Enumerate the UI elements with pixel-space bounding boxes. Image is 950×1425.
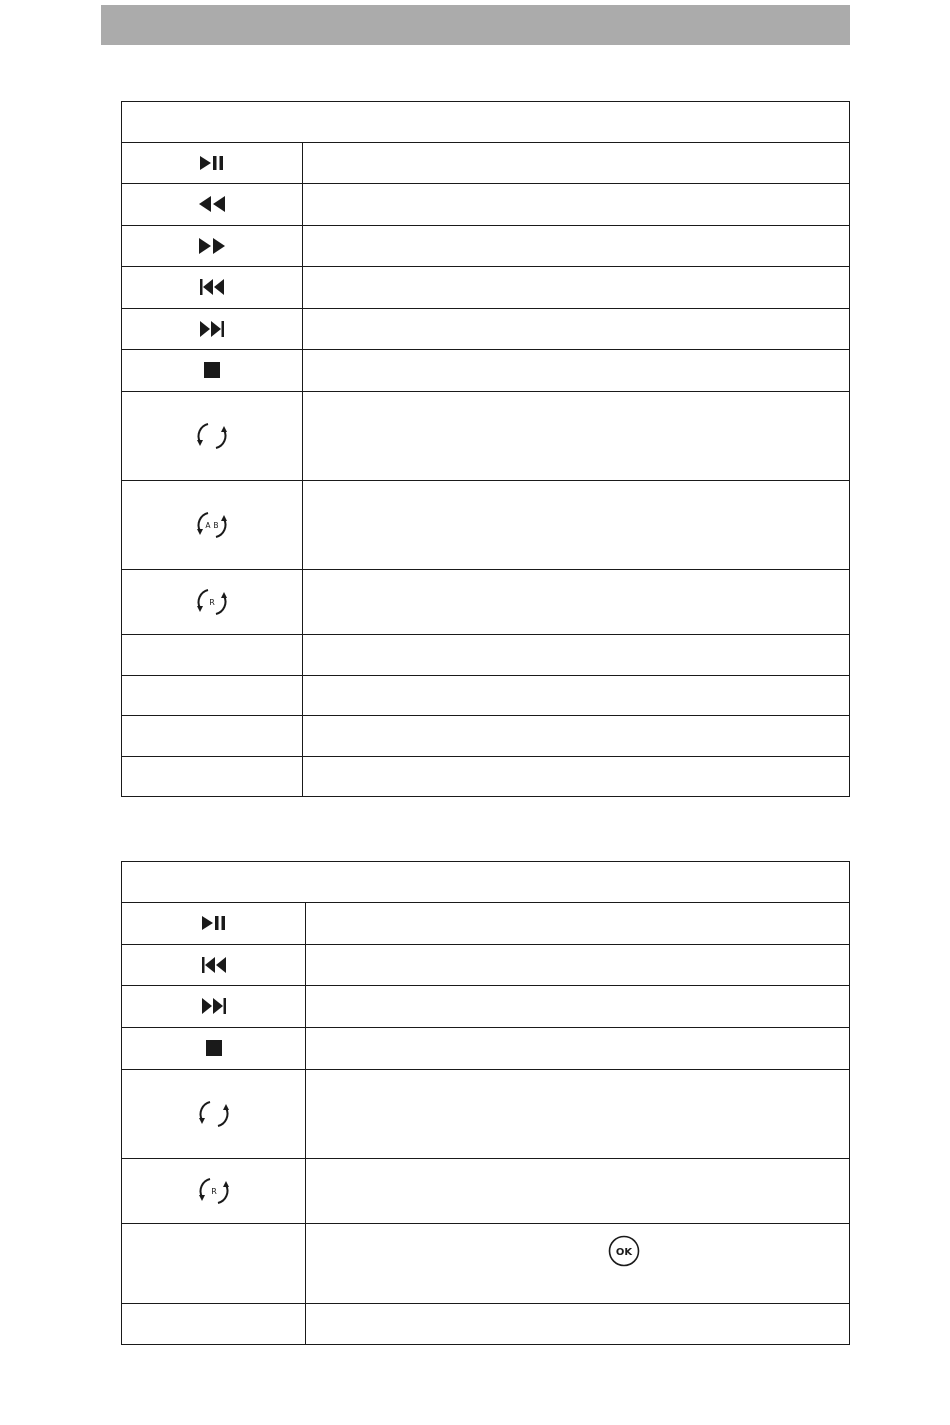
controls-table-1 (121, 101, 850, 797)
table-row (122, 570, 850, 635)
table-row (122, 1028, 850, 1070)
ok-label: OK (615, 1247, 633, 1258)
row-description (306, 903, 850, 945)
row-label (122, 676, 303, 716)
table-row (122, 676, 850, 716)
table-1-title (122, 102, 850, 143)
row-description (303, 184, 850, 226)
table-row (122, 1159, 850, 1224)
stop-icon (206, 1040, 222, 1056)
row-description (303, 267, 850, 309)
row-label (122, 757, 303, 797)
row-description (303, 481, 850, 570)
repeat-icon (196, 420, 228, 452)
row-description (306, 945, 850, 986)
skip-previous-icon (201, 956, 227, 974)
row-description (306, 1070, 850, 1159)
table-row (122, 226, 850, 267)
repeat-icon (198, 1098, 230, 1130)
play-pause-icon (199, 155, 225, 171)
table-row (122, 986, 850, 1028)
stop-icon (204, 362, 220, 378)
repeat-ab-icon (196, 509, 228, 541)
table-row (122, 1304, 850, 1345)
table-2-title (122, 862, 850, 903)
table-row (122, 143, 850, 184)
row-description (303, 309, 850, 350)
row-description (303, 635, 850, 676)
rewind-icon (198, 195, 226, 213)
table-row (122, 903, 850, 945)
row-description (306, 986, 850, 1028)
row-description (306, 1304, 850, 1345)
table-row (122, 945, 850, 986)
table-row (122, 184, 850, 226)
fast-forward-icon (198, 237, 226, 255)
row-description (303, 392, 850, 481)
random-icon (196, 586, 228, 618)
row-label (122, 716, 303, 757)
row-description (303, 350, 850, 392)
ok-button-icon (608, 1235, 640, 1267)
table-row (122, 1070, 850, 1159)
row-description (303, 716, 850, 757)
row-label (122, 1224, 306, 1304)
table-row (122, 481, 850, 570)
random-label: R (210, 1187, 217, 1196)
repeat-ab-label-b: B (213, 521, 219, 530)
skip-next-icon (201, 997, 227, 1015)
header-bar (101, 5, 850, 45)
play-pause-icon (201, 915, 227, 931)
table-row (122, 309, 850, 350)
table-row (122, 1224, 850, 1304)
table-row (122, 635, 850, 676)
skip-next-icon (199, 320, 225, 338)
random-icon (198, 1175, 230, 1207)
row-description (303, 143, 850, 184)
table-row (122, 350, 850, 392)
row-description (303, 226, 850, 267)
table-row (122, 716, 850, 757)
row-description (303, 570, 850, 635)
row-description (306, 1028, 850, 1070)
row-description (303, 757, 850, 797)
random-label: R (209, 598, 215, 607)
skip-previous-icon (199, 278, 225, 296)
table-row (122, 392, 850, 481)
row-label (122, 635, 303, 676)
controls-table-2 (121, 861, 850, 1345)
repeat-ab-label-a: A (205, 521, 211, 530)
row-description (303, 676, 850, 716)
table-row (122, 267, 850, 309)
row-label (122, 1304, 306, 1345)
row-description (306, 1159, 850, 1224)
table-row (122, 757, 850, 797)
